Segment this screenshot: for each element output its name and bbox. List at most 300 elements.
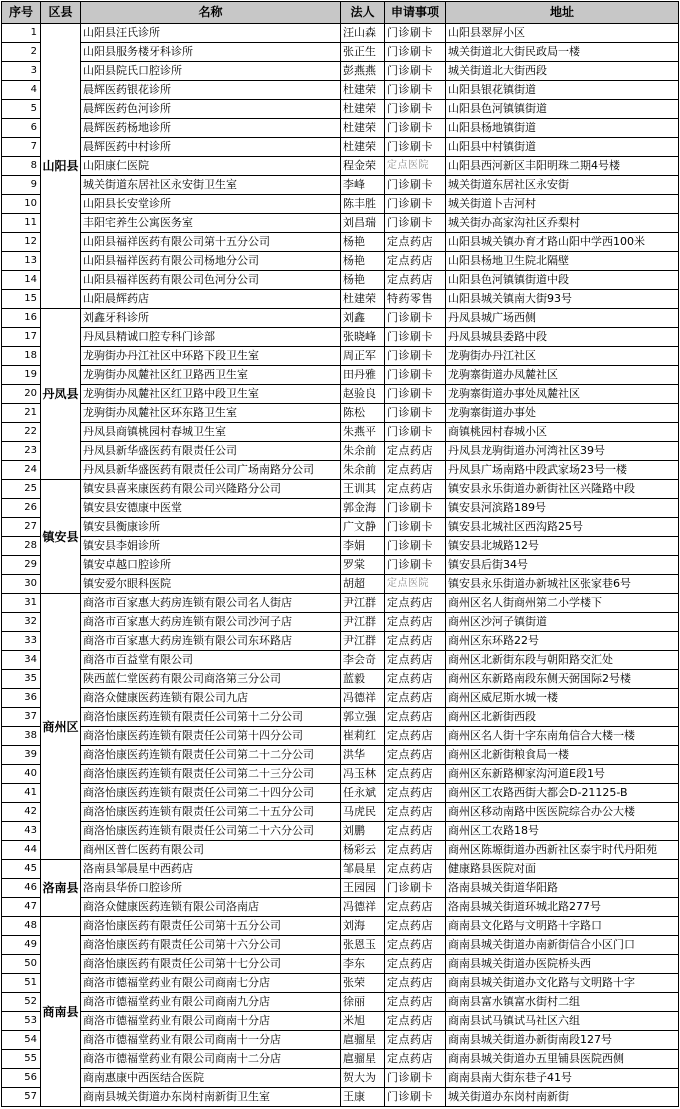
legal-person: 杜建荣 xyxy=(341,81,385,100)
org-name: 晨辉医药色河诊所 xyxy=(81,100,341,119)
application-type: 定点药店 xyxy=(385,993,446,1012)
address: 山阳县杨地卫生院北隔壁 xyxy=(446,252,679,271)
application-type: 门诊刷卡 xyxy=(385,328,446,347)
address: 镇安县永乐街道办新街社区兴隆路中段 xyxy=(446,480,679,499)
row-index: 28 xyxy=(2,537,41,556)
row-index: 38 xyxy=(2,727,41,746)
address: 山阳县翠屏小区 xyxy=(446,24,679,43)
row-index: 51 xyxy=(2,974,41,993)
address: 龙驹寨街道办凤麓社区 xyxy=(446,366,679,385)
table-row xyxy=(2,727,679,746)
address: 商州区东新路柳家沟河道E段1号 xyxy=(446,765,679,784)
table-row xyxy=(2,100,679,119)
application-type: 定点药店 xyxy=(385,613,446,632)
legal-person: 刘海 xyxy=(341,917,385,936)
application-type: 门诊刷卡 xyxy=(385,366,446,385)
header-address: 地址 xyxy=(446,2,679,24)
address: 商州区北新街粮食局一楼 xyxy=(446,746,679,765)
row-index: 34 xyxy=(2,651,41,670)
address: 商南县城关街道办南新街信合小区门口 xyxy=(446,936,679,955)
row-index: 9 xyxy=(2,176,41,195)
org-name: 商洛市德福堂药业有限公司商南七分店 xyxy=(81,974,341,993)
address: 城关街道东居社区永安街 xyxy=(446,176,679,195)
org-name: 商洛怡康医药连锁有限责任公司第二十三分公司 xyxy=(81,765,341,784)
address: 山阳县色河镇镇街道中段 xyxy=(446,271,679,290)
org-name: 镇安县喜来康医药有限公司兴隆路分公司 xyxy=(81,480,341,499)
row-index: 22 xyxy=(2,423,41,442)
table-row xyxy=(2,480,679,499)
org-name: 商洛市德福堂药业有限公司商南十二分店 xyxy=(81,1050,341,1069)
legal-person: 徐丽 xyxy=(341,993,385,1012)
legal-person: 洪华 xyxy=(341,746,385,765)
org-name: 山阳县福祥医药有限公司第十五分公司 xyxy=(81,233,341,252)
org-name: 丹凤县商镇桃园村春城卫生室 xyxy=(81,423,341,442)
legal-person: 尹江群 xyxy=(341,632,385,651)
row-index: 13 xyxy=(2,252,41,271)
table-row xyxy=(2,404,679,423)
org-name: 城关街道东居社区永安街卫生室 xyxy=(81,176,341,195)
row-index: 43 xyxy=(2,822,41,841)
table-row xyxy=(2,233,679,252)
org-name: 晨辉医药中村诊所 xyxy=(81,138,341,157)
legal-person: 赵验良 xyxy=(341,385,385,404)
row-index: 44 xyxy=(2,841,41,860)
application-type: 定点药店 xyxy=(385,1050,446,1069)
district-cell: 洛南县 xyxy=(41,860,81,917)
address: 商州区名人街十字东南角信合大楼一楼 xyxy=(446,727,679,746)
application-type: 定点药店 xyxy=(385,974,446,993)
legal-person: 扈骝星 xyxy=(341,1050,385,1069)
legal-person: 李峰 xyxy=(341,176,385,195)
org-name: 晨辉医药杨地诊所 xyxy=(81,119,341,138)
address: 山阳县中村镇街道 xyxy=(446,138,679,157)
application-type: 定点药店 xyxy=(385,670,446,689)
address: 镇安县河滨路189号 xyxy=(446,499,679,518)
row-index: 17 xyxy=(2,328,41,347)
table-row xyxy=(2,138,679,157)
address: 商南县试马镇试马社区六组 xyxy=(446,1012,679,1031)
table-row xyxy=(2,328,679,347)
address: 龙驹街办丹江社区 xyxy=(446,347,679,366)
table-row xyxy=(2,119,679,138)
org-name: 商洛怡康医药连锁有限责任公司第十四分公司 xyxy=(81,727,341,746)
row-index: 15 xyxy=(2,290,41,309)
address: 商州区威尼斯水城一楼 xyxy=(446,689,679,708)
legal-person: 彭燕燕 xyxy=(341,62,385,81)
row-index: 20 xyxy=(2,385,41,404)
table-row xyxy=(2,537,679,556)
table-row xyxy=(2,974,679,993)
table-row xyxy=(2,803,679,822)
org-name: 山阳康仁医院 xyxy=(81,157,341,176)
header-name: 名称 xyxy=(81,2,341,24)
registry-table xyxy=(1,1,679,1107)
table-row xyxy=(2,556,679,575)
application-type: 定点药店 xyxy=(385,708,446,727)
application-type: 定点药店 xyxy=(385,1012,446,1031)
org-name: 商洛市百益堂有限公司 xyxy=(81,651,341,670)
address: 商州区工农路西街大都会D-21125-B xyxy=(446,784,679,803)
legal-person: 广文静 xyxy=(341,518,385,537)
row-index: 49 xyxy=(2,936,41,955)
application-type: 定点药店 xyxy=(385,252,446,271)
application-type: 定点药店 xyxy=(385,632,446,651)
address: 商州区东环路22号 xyxy=(446,632,679,651)
application-type: 门诊刷卡 xyxy=(385,499,446,518)
legal-person: 程金荣 xyxy=(341,157,385,176)
org-name: 商洛怡康医药连锁有限责任公司第二十五分公司 xyxy=(81,803,341,822)
row-index: 16 xyxy=(2,309,41,328)
table-row xyxy=(2,784,679,803)
header-application: 申请事项 xyxy=(385,2,446,24)
address: 山阳县城关镇办育才路山阳中学西100米 xyxy=(446,233,679,252)
address: 城关街办高家沟社区乔梨村 xyxy=(446,214,679,233)
org-name: 陕西蓝仁堂医药有限公司商洛第三分公司 xyxy=(81,670,341,689)
legal-person: 冯德祥 xyxy=(341,689,385,708)
org-name: 山阳县汪氏诊所 xyxy=(81,24,341,43)
legal-person: 刘鑫 xyxy=(341,309,385,328)
table-row xyxy=(2,879,679,898)
address: 商南县城关街道办文化路与文明路十字 xyxy=(446,974,679,993)
row-index: 56 xyxy=(2,1069,41,1088)
legal-person: 杜建荣 xyxy=(341,100,385,119)
application-type: 门诊刷卡 xyxy=(385,81,446,100)
table-row xyxy=(2,689,679,708)
row-index: 5 xyxy=(2,100,41,119)
legal-person: 马虎民 xyxy=(341,803,385,822)
table-row xyxy=(2,860,679,879)
address: 洛南县城关街道华阳路 xyxy=(446,879,679,898)
table-row xyxy=(2,271,679,290)
row-index: 41 xyxy=(2,784,41,803)
legal-person: 刘鹏 xyxy=(341,822,385,841)
legal-person: 李东 xyxy=(341,955,385,974)
table-row xyxy=(2,1012,679,1031)
address: 商州区沙河子镇街道 xyxy=(446,613,679,632)
org-name: 商洛怡康医药连锁有限责任公司第二十六分公司 xyxy=(81,822,341,841)
row-index: 45 xyxy=(2,860,41,879)
table-row xyxy=(2,746,679,765)
legal-person: 王康 xyxy=(341,1088,385,1107)
table-row xyxy=(2,62,679,81)
legal-person: 冯玉林 xyxy=(341,765,385,784)
application-type: 门诊刷卡 xyxy=(385,404,446,423)
org-name: 镇安县衡康诊所 xyxy=(81,518,341,537)
row-index: 37 xyxy=(2,708,41,727)
application-type: 定点药店 xyxy=(385,233,446,252)
table-row xyxy=(2,1088,679,1107)
row-index: 10 xyxy=(2,195,41,214)
legal-person: 尹江群 xyxy=(341,613,385,632)
org-name: 洛南县华侨口腔诊所 xyxy=(81,879,341,898)
application-type: 定点药店 xyxy=(385,803,446,822)
table-row xyxy=(2,594,679,613)
legal-person: 田丹雅 xyxy=(341,366,385,385)
legal-person: 杨艳 xyxy=(341,271,385,290)
application-type: 定点药店 xyxy=(385,1031,446,1050)
row-index: 25 xyxy=(2,480,41,499)
legal-person: 杨彩云 xyxy=(341,841,385,860)
row-index: 39 xyxy=(2,746,41,765)
org-name: 商洛市德福堂药业有限公司商南九分店 xyxy=(81,993,341,1012)
address: 商南县城关街道办医院桥头西 xyxy=(446,955,679,974)
legal-person: 崔莉红 xyxy=(341,727,385,746)
legal-person: 李娟 xyxy=(341,537,385,556)
table-row xyxy=(2,936,679,955)
row-index: 3 xyxy=(2,62,41,81)
application-type: 定点药店 xyxy=(385,727,446,746)
table-row xyxy=(2,993,679,1012)
org-name: 镇安县李娟诊所 xyxy=(81,537,341,556)
org-name: 山阳县长安堂诊所 xyxy=(81,195,341,214)
application-type: 定点药店 xyxy=(385,442,446,461)
legal-person: 王训其 xyxy=(341,480,385,499)
org-name: 商南县城关街道办东岗村南新街卫生室 xyxy=(81,1088,341,1107)
legal-person: 张正生 xyxy=(341,43,385,62)
org-name: 丹凤县精诚口腔专科门诊部 xyxy=(81,328,341,347)
address: 龙驹寨街道办事处凤麓社区 xyxy=(446,385,679,404)
address: 山阳县色河镇镇街道 xyxy=(446,100,679,119)
org-name: 丹凤县新华盛医药有限责任公司广场南路分公司 xyxy=(81,461,341,480)
application-type: 门诊刷卡 xyxy=(385,195,446,214)
address: 山阳县西河新区丰阳明珠二期4号楼 xyxy=(446,157,679,176)
row-index: 46 xyxy=(2,879,41,898)
org-name: 丰阳宅养生公寓医务室 xyxy=(81,214,341,233)
table-row xyxy=(2,898,679,917)
address: 商州区陈塬街道办西新社区泰宇时代丹阳苑 xyxy=(446,841,679,860)
address: 城关街道办东岗村南新街 xyxy=(446,1088,679,1107)
table-row xyxy=(2,385,679,404)
table-row xyxy=(2,1050,679,1069)
legal-person: 王园园 xyxy=(341,879,385,898)
row-index: 24 xyxy=(2,461,41,480)
row-index: 26 xyxy=(2,499,41,518)
org-name: 镇安县安德康中医堂 xyxy=(81,499,341,518)
district-cell: 商州区 xyxy=(41,594,81,860)
application-type: 定点药店 xyxy=(385,594,446,613)
district-cell: 山阳县 xyxy=(41,24,81,309)
row-index: 57 xyxy=(2,1088,41,1107)
application-type: 门诊刷卡 xyxy=(385,347,446,366)
address: 丹凤县广场南路中段武家场23号一楼 xyxy=(446,461,679,480)
row-index: 8 xyxy=(2,157,41,176)
legal-person: 刘昌瑞 xyxy=(341,214,385,233)
row-index: 21 xyxy=(2,404,41,423)
legal-person: 任永斌 xyxy=(341,784,385,803)
org-name: 丹凤县新华盛医药有限责任公司 xyxy=(81,442,341,461)
address: 商南县城关街道办新街南段127号 xyxy=(446,1031,679,1050)
table-row xyxy=(2,1031,679,1050)
org-name: 洛南县邹晨星中西药店 xyxy=(81,860,341,879)
row-index: 35 xyxy=(2,670,41,689)
table-row xyxy=(2,518,679,537)
application-type: 定点药店 xyxy=(385,689,446,708)
table-row xyxy=(2,347,679,366)
row-index: 2 xyxy=(2,43,41,62)
legal-person: 陈丰胜 xyxy=(341,195,385,214)
address: 城关街道北大街民政局一楼 xyxy=(446,43,679,62)
address: 商州区工农路18号 xyxy=(446,822,679,841)
address: 商南县南大街东巷子41号 xyxy=(446,1069,679,1088)
application-type: 门诊刷卡 xyxy=(385,138,446,157)
row-index: 4 xyxy=(2,81,41,100)
org-name: 龙驹街办凤麓社区红卫路中段卫生室 xyxy=(81,385,341,404)
table-row xyxy=(2,955,679,974)
district-cell: 丹凤县 xyxy=(41,309,81,480)
legal-person: 扈骝星 xyxy=(341,1031,385,1050)
table-row xyxy=(2,613,679,632)
application-type: 门诊刷卡 xyxy=(385,176,446,195)
table-row xyxy=(2,423,679,442)
row-index: 11 xyxy=(2,214,41,233)
application-type: 门诊刷卡 xyxy=(385,43,446,62)
application-type: 门诊刷卡 xyxy=(385,100,446,119)
legal-person: 张荣 xyxy=(341,974,385,993)
row-index: 52 xyxy=(2,993,41,1012)
table-row xyxy=(2,575,679,594)
application-type: 门诊刷卡 xyxy=(385,423,446,442)
row-index: 18 xyxy=(2,347,41,366)
row-index: 50 xyxy=(2,955,41,974)
org-name: 商洛市德福堂药业有限公司商南十分店 xyxy=(81,1012,341,1031)
address: 山阳县银花镇街道 xyxy=(446,81,679,100)
legal-person: 胡超 xyxy=(341,575,385,594)
table-row xyxy=(2,176,679,195)
application-type: 定点药店 xyxy=(385,841,446,860)
table-row xyxy=(2,499,679,518)
org-name: 山阳县服务楼牙科诊所 xyxy=(81,43,341,62)
legal-person: 汪山森 xyxy=(341,24,385,43)
application-type: 定点药店 xyxy=(385,271,446,290)
application-type: 特药零售 xyxy=(385,290,446,309)
address: 镇安县北城社区西沟路25号 xyxy=(446,518,679,537)
address: 镇安县后街34号 xyxy=(446,556,679,575)
row-index: 55 xyxy=(2,1050,41,1069)
legal-person: 郭金海 xyxy=(341,499,385,518)
application-type: 定点药店 xyxy=(385,917,446,936)
legal-person: 朱余前 xyxy=(341,461,385,480)
address: 商南县城关街道办五里铺县医院西侧 xyxy=(446,1050,679,1069)
application-type: 门诊刷卡 xyxy=(385,537,446,556)
row-index: 6 xyxy=(2,119,41,138)
row-index: 31 xyxy=(2,594,41,613)
application-type: 门诊刷卡 xyxy=(385,1088,446,1107)
table-row xyxy=(2,841,679,860)
legal-person: 李会奇 xyxy=(341,651,385,670)
row-index: 14 xyxy=(2,271,41,290)
legal-person: 杜建荣 xyxy=(341,138,385,157)
application-type: 定点药店 xyxy=(385,860,446,879)
table-row xyxy=(2,1069,679,1088)
header-district: 区县 xyxy=(41,2,81,24)
row-index: 53 xyxy=(2,1012,41,1031)
row-index: 29 xyxy=(2,556,41,575)
org-name: 商洛怡康医药连锁有限责任公司第二十二分公司 xyxy=(81,746,341,765)
application-type: 定点医院 xyxy=(385,157,446,176)
org-name: 商南惠康中西医结合医院 xyxy=(81,1069,341,1088)
address: 龙驹寨街道办事处 xyxy=(446,404,679,423)
application-type: 定点药店 xyxy=(385,784,446,803)
legal-person: 张晓峰 xyxy=(341,328,385,347)
row-index: 42 xyxy=(2,803,41,822)
application-type: 门诊刷卡 xyxy=(385,62,446,81)
table-row xyxy=(2,252,679,271)
address: 商南县富水镇富水街村二组 xyxy=(446,993,679,1012)
table-row xyxy=(2,442,679,461)
row-index: 33 xyxy=(2,632,41,651)
row-index: 54 xyxy=(2,1031,41,1050)
header-legal-person: 法人 xyxy=(341,2,385,24)
legal-person: 杜建荣 xyxy=(341,119,385,138)
legal-person: 杨艳 xyxy=(341,252,385,271)
address: 商州区移动南路中医医院综合办公大楼 xyxy=(446,803,679,822)
org-name: 商洛怡康医药连锁有限责任公司第二十四分公司 xyxy=(81,784,341,803)
address: 商州区东新路南段东侧天弼国际2号楼 xyxy=(446,670,679,689)
org-name: 刘鑫牙科诊所 xyxy=(81,309,341,328)
org-name: 商州区普仁医药有限公司 xyxy=(81,841,341,860)
address: 商州区北新街西段 xyxy=(446,708,679,727)
address: 丹凤县城县委路中段 xyxy=(446,328,679,347)
legal-person: 朱余前 xyxy=(341,442,385,461)
table-row xyxy=(2,765,679,784)
org-name: 龙驹街办凤麓社区环东路卫生室 xyxy=(81,404,341,423)
application-type: 定点药店 xyxy=(385,955,446,974)
org-name: 镇安卓越口腔诊所 xyxy=(81,556,341,575)
address: 山阳县杨地镇街道 xyxy=(446,119,679,138)
org-name: 龙驹街办凤麓社区红卫路西卫生室 xyxy=(81,366,341,385)
legal-person: 周正军 xyxy=(341,347,385,366)
org-name: 山阳县院氏口腔诊所 xyxy=(81,62,341,81)
legal-person: 邹晨星 xyxy=(341,860,385,879)
org-name: 商洛怡康医药有限责任公司第十五分公司 xyxy=(81,917,341,936)
org-name: 商洛怡康医药连锁有限责任公司第十二分公司 xyxy=(81,708,341,727)
application-type: 定点药店 xyxy=(385,822,446,841)
application-type: 门诊刷卡 xyxy=(385,1069,446,1088)
legal-person: 冯德祥 xyxy=(341,898,385,917)
address: 洛南县城关街道环城北路277号 xyxy=(446,898,679,917)
org-name: 商洛市百家惠大药房连锁有限公司名人街店 xyxy=(81,594,341,613)
application-type: 门诊刷卡 xyxy=(385,214,446,233)
row-index: 12 xyxy=(2,233,41,252)
address: 镇安县永乐街道办新城社区张家巷6号 xyxy=(446,575,679,594)
org-name: 山阳县福祥医药有限公司色河分公司 xyxy=(81,271,341,290)
org-name: 龙驹街办丹江社区中环路下段卫生室 xyxy=(81,347,341,366)
row-index: 32 xyxy=(2,613,41,632)
legal-person: 杨艳 xyxy=(341,233,385,252)
application-type: 定点药店 xyxy=(385,765,446,784)
table-row xyxy=(2,917,679,936)
application-type: 门诊刷卡 xyxy=(385,879,446,898)
legal-person: 蓝毅 xyxy=(341,670,385,689)
table-row xyxy=(2,670,679,689)
legal-person: 朱燕平 xyxy=(341,423,385,442)
legal-person: 尹江群 xyxy=(341,594,385,613)
org-name: 商洛怡康医药有限责任公司第十六分公司 xyxy=(81,936,341,955)
row-index: 19 xyxy=(2,366,41,385)
table-row xyxy=(2,195,679,214)
org-name: 山阳晨辉药店 xyxy=(81,290,341,309)
header-index: 序号 xyxy=(2,2,41,24)
address: 山阳县城关镇南大街93号 xyxy=(446,290,679,309)
table-row xyxy=(2,81,679,100)
table-body xyxy=(2,24,679,1107)
district-cell: 商南县 xyxy=(41,917,81,1107)
org-name: 镇安爱尔眼科医院 xyxy=(81,575,341,594)
address: 丹凤县城广场西侧 xyxy=(446,309,679,328)
legal-person: 罗棠 xyxy=(341,556,385,575)
org-name: 晨辉医药银花诊所 xyxy=(81,81,341,100)
address: 镇安县北城路12号 xyxy=(446,537,679,556)
